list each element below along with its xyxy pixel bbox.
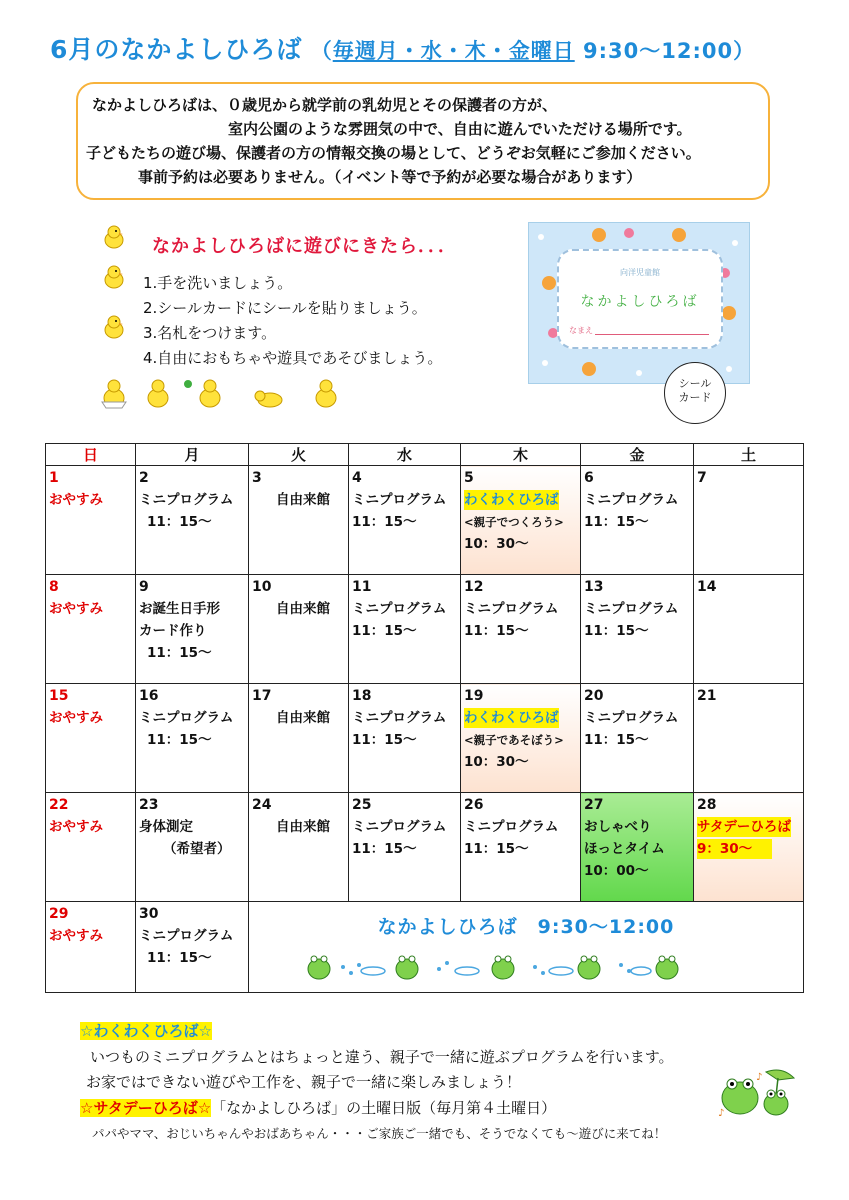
seal-card-callout <box>664 362 726 424</box>
saturday-row <box>80 1097 556 1118</box>
day-number: 27 <box>584 797 604 813</box>
card-name-label: なまえ <box>569 326 593 335</box>
day-event: 自由来館 <box>276 492 330 508</box>
day-number: 19 <box>464 688 484 704</box>
day-cell <box>461 684 581 793</box>
day-time: 11：15～ <box>352 732 417 748</box>
wakuwaku-title <box>80 1020 212 1041</box>
day-event: ほっとタイム <box>584 841 665 857</box>
intro-box <box>76 82 770 200</box>
card-org: 向洋児童館 <box>620 268 660 277</box>
day-event: ミニプログラム <box>352 710 447 726</box>
day-time: 9：30～ <box>697 839 772 859</box>
calendar-week-row <box>46 575 804 684</box>
title-days: 毎週月・水・木・金曜日 <box>332 39 575 63</box>
day-cell <box>461 466 581 575</box>
day-time: 11：15～ <box>464 841 529 857</box>
day-cell <box>349 684 461 793</box>
calendar-table <box>45 443 804 993</box>
intro-line-2: 室内公園のような雰囲気の中で、自由に遊んでいただける場所です。 <box>228 120 692 138</box>
chick-icon <box>102 264 126 290</box>
day-event: ミニプログラム <box>352 601 447 617</box>
page-title <box>50 30 755 66</box>
day-number: 16 <box>139 688 159 704</box>
day-cell <box>46 902 136 993</box>
day-number: 12 <box>464 579 484 595</box>
day-number: 24 <box>252 797 272 813</box>
day-number: 21 <box>697 688 717 704</box>
day-time: 11：15～ <box>352 514 417 530</box>
day-number: 30 <box>139 906 159 922</box>
weekday-fri: 金 <box>581 444 694 466</box>
saturday-line: パパやママ、おじいちゃんやおばあちゃん・・・ご家族ご一緒でも、そうでなくても～遊びに来てね！ <box>92 1126 667 1141</box>
day-event: 自由来館 <box>276 710 330 726</box>
day-cell <box>46 575 136 684</box>
day-number: 23 <box>139 797 159 813</box>
day-event: 自由来館 <box>276 601 330 617</box>
day-cell <box>694 684 804 793</box>
day-event: おやすみ <box>49 710 103 726</box>
calendar-week-row <box>46 902 804 993</box>
day-event: おしゃべり <box>584 819 652 835</box>
day-event: おやすみ <box>49 819 103 835</box>
intro-line-3: 子どもたちの遊び場、保護者の方の情報交換の場として、どうぞお気軽にご参加ください。 <box>86 144 701 162</box>
title-main: 6月のなかよしひろば <box>50 35 303 64</box>
day-event: ミニプログラム <box>584 710 679 726</box>
day-event: ミニプログラム <box>352 492 447 508</box>
day-event: カード作り <box>139 623 207 639</box>
day-event: ミニプログラム <box>139 710 234 726</box>
day-event: （希望者） <box>163 841 231 857</box>
day-number: 18 <box>352 688 372 704</box>
day-event: ミニプログラム <box>584 601 679 617</box>
saturday-title: ☆サタデーひろば☆ <box>80 1099 212 1117</box>
day-cell <box>136 684 249 793</box>
weekday-sun: 日 <box>46 444 136 466</box>
day-number: 11 <box>352 579 372 595</box>
day-number: 2 <box>139 470 149 486</box>
day-event: 身体測定 <box>139 819 193 835</box>
day-subtitle: <親子でつくろう> <box>464 515 564 529</box>
wakuwaku-line-2: お家ではできない遊びや工作を、親子で一緒に楽しみましょう！ <box>86 1073 522 1091</box>
saturday-desc: 「なかよしひろば」の土曜日版（毎月第４土曜日） <box>211 1099 557 1117</box>
day-event: ミニプログラム <box>464 819 559 835</box>
callout-line-1: シール <box>678 377 712 390</box>
rule-item-3: 3.名札をつけます。 <box>143 324 277 342</box>
intro-line-1: なかよしひろばは、０歳児から就学前の乳幼児とその保護者の方が、 <box>92 96 558 114</box>
day-event: サタデーひろば <box>697 819 791 835</box>
day-number: 17 <box>252 688 272 704</box>
day-number: 20 <box>584 688 604 704</box>
day-number: 15 <box>49 688 69 704</box>
day-cell <box>581 684 694 793</box>
day-cell <box>249 793 349 902</box>
title-open-paren: （ <box>310 39 333 63</box>
day-cell <box>581 793 694 902</box>
day-time: 11：15～ <box>584 732 649 748</box>
day-number: 10 <box>252 579 272 595</box>
day-number: 7 <box>697 470 707 486</box>
day-number: 13 <box>584 579 604 595</box>
rule-item-4: 4.自由におもちゃや遊具であそびましょう。 <box>143 349 443 367</box>
day-number: 9 <box>139 579 149 595</box>
card-name-line <box>595 334 709 335</box>
day-cell <box>249 466 349 575</box>
chick-icon <box>102 224 126 250</box>
seal-card-image <box>528 222 750 384</box>
day-time: 11：15～ <box>584 514 649 530</box>
day-event: ミニプログラム <box>139 492 234 508</box>
day-event: お誕生日手形 <box>139 601 220 617</box>
day-cell <box>136 575 249 684</box>
weekday-sat: 土 <box>694 444 804 466</box>
day-cell <box>136 902 249 993</box>
chick-icon <box>102 314 126 340</box>
day-number: 26 <box>464 797 484 813</box>
day-number: 14 <box>697 579 717 595</box>
day-cell <box>136 793 249 902</box>
day-cell <box>46 793 136 902</box>
day-number: 3 <box>252 470 262 486</box>
frog-parade-icon <box>299 947 689 983</box>
day-time: 11：15～ <box>147 514 212 530</box>
day-time: 10：30～ <box>464 536 529 552</box>
day-time: 11：15～ <box>147 732 212 748</box>
day-time: 11：15～ <box>147 645 212 661</box>
day-number: 5 <box>464 470 474 486</box>
banner-text: なかよしひろば 9:30～12:00 <box>377 916 675 938</box>
svg-text:♪: ♪ <box>756 1072 763 1083</box>
day-cell <box>349 466 461 575</box>
day-cell <box>694 793 804 902</box>
day-cell <box>694 466 804 575</box>
weekday-mon: 月 <box>136 444 249 466</box>
day-event: ミニプログラム <box>584 492 679 508</box>
day-number: 22 <box>49 797 69 813</box>
title-time: 9:30～12:00） <box>574 39 756 63</box>
day-event: おやすみ <box>49 601 103 617</box>
calendar-week-row <box>46 684 804 793</box>
rule-item-1: 1.手を洗いましょう。 <box>143 274 293 292</box>
day-number: 1 <box>49 470 59 486</box>
day-cell <box>349 575 461 684</box>
day-cell <box>694 575 804 684</box>
day-number: 29 <box>49 906 69 922</box>
day-event: ミニプログラム <box>352 819 447 835</box>
day-number: 28 <box>697 797 717 813</box>
banner-cell <box>249 902 804 993</box>
day-time: 10：30～ <box>464 754 529 770</box>
day-cell <box>581 575 694 684</box>
calendar-week-row <box>46 466 804 575</box>
day-event: ミニプログラム <box>464 601 559 617</box>
day-event: ミニプログラム <box>139 928 234 944</box>
day-cell <box>349 793 461 902</box>
day-cell <box>461 575 581 684</box>
day-number: 4 <box>352 470 362 486</box>
svg-text:♪: ♪ <box>718 1108 725 1119</box>
day-number: 6 <box>584 470 594 486</box>
day-cell <box>46 684 136 793</box>
frogs-umbrella-icon <box>716 1066 796 1122</box>
rules-title: なかよしひろばに遊びにきたら．．． <box>152 236 457 257</box>
day-event: わくわくひろば <box>464 710 559 726</box>
day-cell <box>46 466 136 575</box>
day-number: 25 <box>352 797 372 813</box>
day-cell <box>461 793 581 902</box>
seal-card-frame <box>557 249 723 349</box>
day-time: 11：15～ <box>584 623 649 639</box>
weekday-tue: 火 <box>249 444 349 466</box>
day-event: おやすみ <box>49 492 103 508</box>
day-time: 11：15～ <box>352 841 417 857</box>
weekday-wed: 水 <box>349 444 461 466</box>
intro-line-4: 事前予約は必要ありません。（イベント等で予約が必要な場合があります） <box>138 168 642 186</box>
day-time: 11：15～ <box>352 623 417 639</box>
callout-line-2: カード <box>678 391 712 404</box>
day-event: 自由来館 <box>276 819 330 835</box>
day-subtitle: <親子であそぼう> <box>464 733 564 747</box>
weekday-thu: 木 <box>461 444 581 466</box>
day-time: 10：00～ <box>584 863 649 879</box>
calendar-week-row <box>46 793 804 902</box>
day-cell <box>249 575 349 684</box>
rule-item-2: 2.シールカードにシールを貼りましょう。 <box>143 299 427 317</box>
card-title: なかよしひろば <box>580 294 700 310</box>
day-cell <box>136 466 249 575</box>
day-cell <box>581 466 694 575</box>
chick-parade-icon <box>100 372 350 410</box>
day-time: 11：15～ <box>147 950 212 966</box>
wakuwaku-line-1: いつものミニプログラムとはちょっと違う、親子で一緒に遊ぶプログラムを行います。 <box>90 1048 674 1066</box>
day-time: 11：15～ <box>464 623 529 639</box>
day-cell <box>249 684 349 793</box>
day-event: おやすみ <box>49 928 103 944</box>
calendar-header-row <box>46 444 804 466</box>
day-event: わくわくひろば <box>464 492 559 508</box>
day-number: 8 <box>49 579 59 595</box>
wakuwaku-title-text: ☆わくわくひろば☆ <box>80 1022 212 1040</box>
